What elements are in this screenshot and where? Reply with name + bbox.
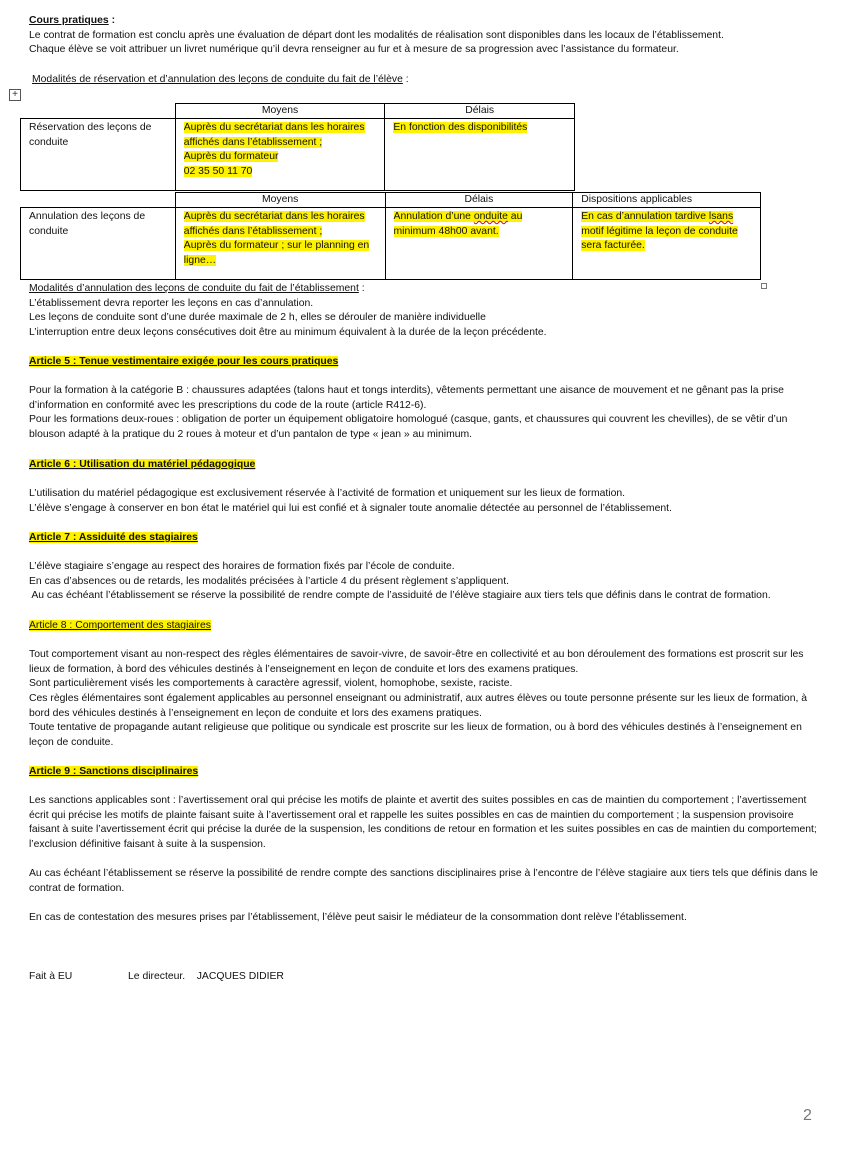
article5-paragraph: Pour la formation à la catégorie B : chaussures adaptées (talons haut et tongs interdits), vêtements permettant une aisance de mouvement et ne gênant pas la prise d’information en conformité avec les prescriptions du code de la route (article R412-6). — [29, 385, 784, 411]
reservation-table — [20, 103, 575, 191]
spellcheck-mark: lsans — [708, 211, 734, 222]
article7-heading: Article 7 : Assiduité des stagiaires — [29, 532, 198, 543]
reservation-phone: 02 35 50 11 70 — [183, 165, 253, 177]
article5-paragraph: Pour les formations deux-roues : obligation de porter un équipement obligatoire homologué (casque, gants, et chaussures qui couvrent les chevilles), de se vêtir d’un blouson adapté à la pratique du 2 roues à moteur et d’un pantalon de type « jean » au minimum. — [29, 414, 788, 440]
cours-pratiques-line: Chaque élève se voit attribuer un livret numérique qu’il devra renseigner au fur et à mesure de sa progression avec l’assistance du formateur. — [29, 44, 679, 56]
signature-signer: Le directeur. JACQUES DIDIER — [128, 971, 284, 982]
cours-pratiques-section — [29, 14, 819, 58]
modalites-etab-heading: Modalités d’annulation des leçons de conduite du fait de l’établissement — [29, 283, 359, 294]
modalites-eleve-heading: Modalités de réservation et d’annulation des leçons de conduite du fait de l’élève — [32, 74, 403, 85]
signature-place: Fait à EU — [29, 971, 73, 982]
cours-pratiques-line: Le contrat de formation est conclu après une évaluation de départ dont les modalités de réalisation sont disponibles dans les locaux de l’établissement. — [29, 29, 724, 41]
modalites-etab-section: Modalités d’annulation des leçons de conduite du fait de l’établissement : L’établissement devra reporter les leçons en cas d’annulation. Les leçons de conduite sont d’une durée maximale de 2 h, elles se dérouler de manière individuelle L’interruption entre deux leçons consécutives doit être au minimum équivalent à la durée de la leçon précédente. — [29, 282, 819, 340]
article5-heading: Article 5 : Tenue vestimentaire exigée pour les cours pratiques — [29, 356, 339, 367]
annulation-table — [20, 192, 761, 280]
reservation-delais-cell: En fonction des disponibilités — [385, 119, 575, 191]
article8-section — [29, 619, 819, 750]
article7-paragraph: Au cas échéant l’établissement se réserve la possibilité de rendre compte de l’assiduité de l’élève stagiaire aux tiers tels que définis dans le contrat de formation. — [29, 590, 771, 602]
annulation-moyens-line: Auprès du secrétariat dans les horaires affichés dans l’établissement ; — [183, 211, 365, 237]
article6-heading: Article 6 : Utilisation du matériel pédagogique — [29, 459, 256, 470]
reservation-moyens-cell — [175, 119, 385, 191]
reservation-row-label: Réservation des leçons de conduite — [21, 119, 176, 191]
spellcheck-mark: onduite — [473, 211, 508, 222]
article9-heading: Article 9 : Sanctions disciplinaires — [29, 766, 199, 777]
cours-pratiques-heading-line: Cours pratiques : — [29, 15, 116, 26]
article8-paragraph: Ces règles élémentaires sont également applicables au personnel enseignant ou administratif, aux autres élèves ou toute personne présente sur les lieux de formation, à bord des véhicules destinés à l’enseignement en leçon de conduite et lors des examens pratiques. — [29, 692, 808, 719]
article7-paragraph: En cas d’absences ou de retards, les modalités précisées à l’article 4 du présent règlement s’appliquent. — [29, 575, 509, 587]
article9-paragraph: Au cas échéant l’établissement se réserve la possibilité de rendre compte des sanctions disciplinaires prise à l’encontre de l’élève stagiaire aux tiers tels que définis dans le contrat de formation. — [29, 868, 818, 894]
modalites-etab-line: Les leçons de conduite sont d’une durée maximale de 2 h, elles se dérouler de manière individuelle — [29, 312, 486, 324]
modalites-eleve-heading-line: Modalités de réservation et d’annulation des leçons de conduite du fait de l’élève : — [32, 74, 409, 85]
annulation-delais-header: Délais — [385, 193, 573, 208]
move-cross-icon[interactable]: + — [9, 89, 21, 101]
annulation-dispositions-header: Dispositions applicables — [573, 193, 761, 208]
cours-pratiques-heading: Cours pratiques — [29, 15, 109, 26]
modalites-etab-line: L’établissement devra reporter les leçons en cas d’annulation. — [29, 297, 314, 309]
article8-paragraph: Sont particulièrement visés les comportements à caractère agressif, violent, homophobe, sexiste, raciste. — [29, 678, 513, 690]
article6-paragraph: L’élève s’engage à conserver en bon état le matériel qui lui est confié et à signaler toute anomalie détectée au personnel de l’établissement. — [29, 502, 672, 514]
reservation-moyens-line: Auprès du secrétariat dans les horaires affichés dans l’établissement ; — [183, 122, 365, 148]
article6-paragraph: L’utilisation du matériel pédagogique est exclusivement réservée à l’activité de formation et uniquement sur les lieux de formation. — [29, 488, 626, 500]
article7-paragraph: L’élève stagiaire s’engage au respect des horaires de formation fixés par l’école de conduite. — [29, 561, 455, 573]
page-number: 2 — [803, 1107, 812, 1124]
article7-section — [29, 531, 819, 604]
modalites-etab-line: L’interruption entre deux leçons consécutives doit être au minimum équivalent à la durée de la leçon précédente. — [29, 326, 547, 338]
annulation-row-label: Annulation des leçons de conduite — [21, 208, 176, 280]
annulation-moyens-line: Auprès du formateur ; sur le planning en ligne… — [183, 240, 370, 266]
article9-paragraph: Les sanctions applicables sont : l’avertissement oral qui précise les motifs de plainte et avertit des suites possibles en cas de maintien du comportement ; l’avertissement écrit qui précise les motifs de plainte faisant suite à l’avertissement oral et rappelle les suites possibles en cas de maintien du comportement ; la suspension provisoire faisant à suite l’avertissement écrit qui précise la durée de la suspension, les conditions de retour en formation et les suites possibles en cas de maintien du comportement; l’exclusion définitive faisant à suite à la suspension. — [29, 795, 817, 850]
article9-paragraph: En cas de contestation des mesures prises par l’établissement, l’élève peut saisir le médiateur de la consommation dont relève l’établissement. — [29, 911, 687, 923]
reservation-delais-header: Délais — [385, 104, 575, 119]
annulation-moyens-cell — [175, 208, 385, 280]
reservation-moyens-line: Auprès du formateur — [183, 151, 279, 163]
article9-section — [29, 765, 819, 926]
annulation-dispositions-cell: En cas d’annulation tardive lsans motif légitime la leçon de conduite sera facturée. — [573, 208, 761, 280]
article5-section — [29, 355, 819, 443]
article8-heading: Article 8 : Comportement des stagiaires — [29, 620, 211, 631]
reservation-moyens-header: Moyens — [175, 104, 385, 119]
annulation-moyens-header: Moyens — [175, 193, 385, 208]
annulation-delais-cell: Annulation d’une onduite au minimum 48h00 avant. — [385, 208, 573, 280]
article8-paragraph: Tout comportement visant au non-respect des règles élémentaires de savoir-vivre, de savoir-être en collectivité et au bon déroulement des formations est proscrit sur les lieux de formation, à bord des véhicules destinés à l’enseignement en leçon de conduite et lors des examens pratiques. — [29, 649, 804, 675]
article6-section — [29, 458, 819, 516]
article8-paragraph: Toute tentative de propagande autant religieuse que politique ou syndicale est proscrite sur les lieux de formation, ou à bord des véhicules destinés à l’enseignement en leçon de conduite. — [29, 722, 802, 748]
